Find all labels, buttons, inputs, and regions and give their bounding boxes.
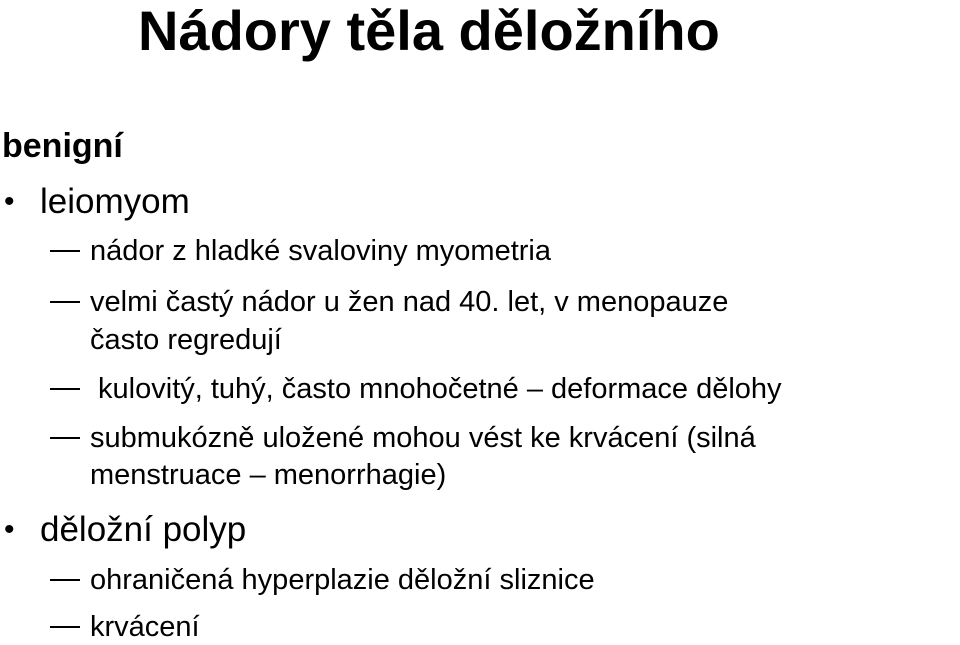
sub-list-item-text: submukózně uložené mohou vést ke krvácení (silná	[90, 422, 756, 454]
sub-list-item-text: často regredují	[90, 324, 282, 356]
sub-list-item-text: nádor z hladké svaloviny myometria	[90, 235, 551, 267]
dash-icon	[50, 579, 80, 581]
sub-list-item	[90, 285, 728, 320]
dash-icon	[50, 437, 80, 439]
sub-list-item	[90, 372, 782, 407]
sub-list-item-text: krvácení	[90, 611, 200, 643]
sub-list-item-text: menstruace – menorrhagie)	[90, 459, 447, 491]
dash-icon	[50, 388, 80, 390]
slide-title: Nádory těla děložního	[138, 0, 720, 62]
section-heading: benigní	[2, 127, 123, 165]
dash-icon	[50, 301, 80, 303]
list-item-polyp	[4, 509, 247, 551]
sub-list-item	[90, 563, 595, 598]
bullet-icon: •	[4, 513, 15, 546]
sub-list-item-continuation	[90, 323, 282, 358]
sub-list-item-continuation	[90, 458, 446, 493]
sub-list-item-text: velmi častý nádor u žen nad 40. let, v menopauze	[90, 286, 729, 318]
list-item-label: leiomyom	[40, 182, 190, 221]
sub-list-item	[90, 421, 756, 456]
sub-list-item	[90, 234, 551, 269]
sub-list-item-text: kulovitý, tuhý, často mnohočetné – deformace dělohy	[90, 373, 782, 405]
sub-list-item-text: ohraničená hyperplazie děložní sliznice	[90, 564, 595, 596]
sub-list-item	[90, 610, 200, 645]
bullet-icon: •	[4, 185, 15, 218]
dash-icon	[50, 250, 80, 252]
dash-icon	[50, 626, 80, 628]
list-item-label: děložní polyp	[40, 510, 247, 549]
list-item-leiomyom	[4, 181, 190, 223]
